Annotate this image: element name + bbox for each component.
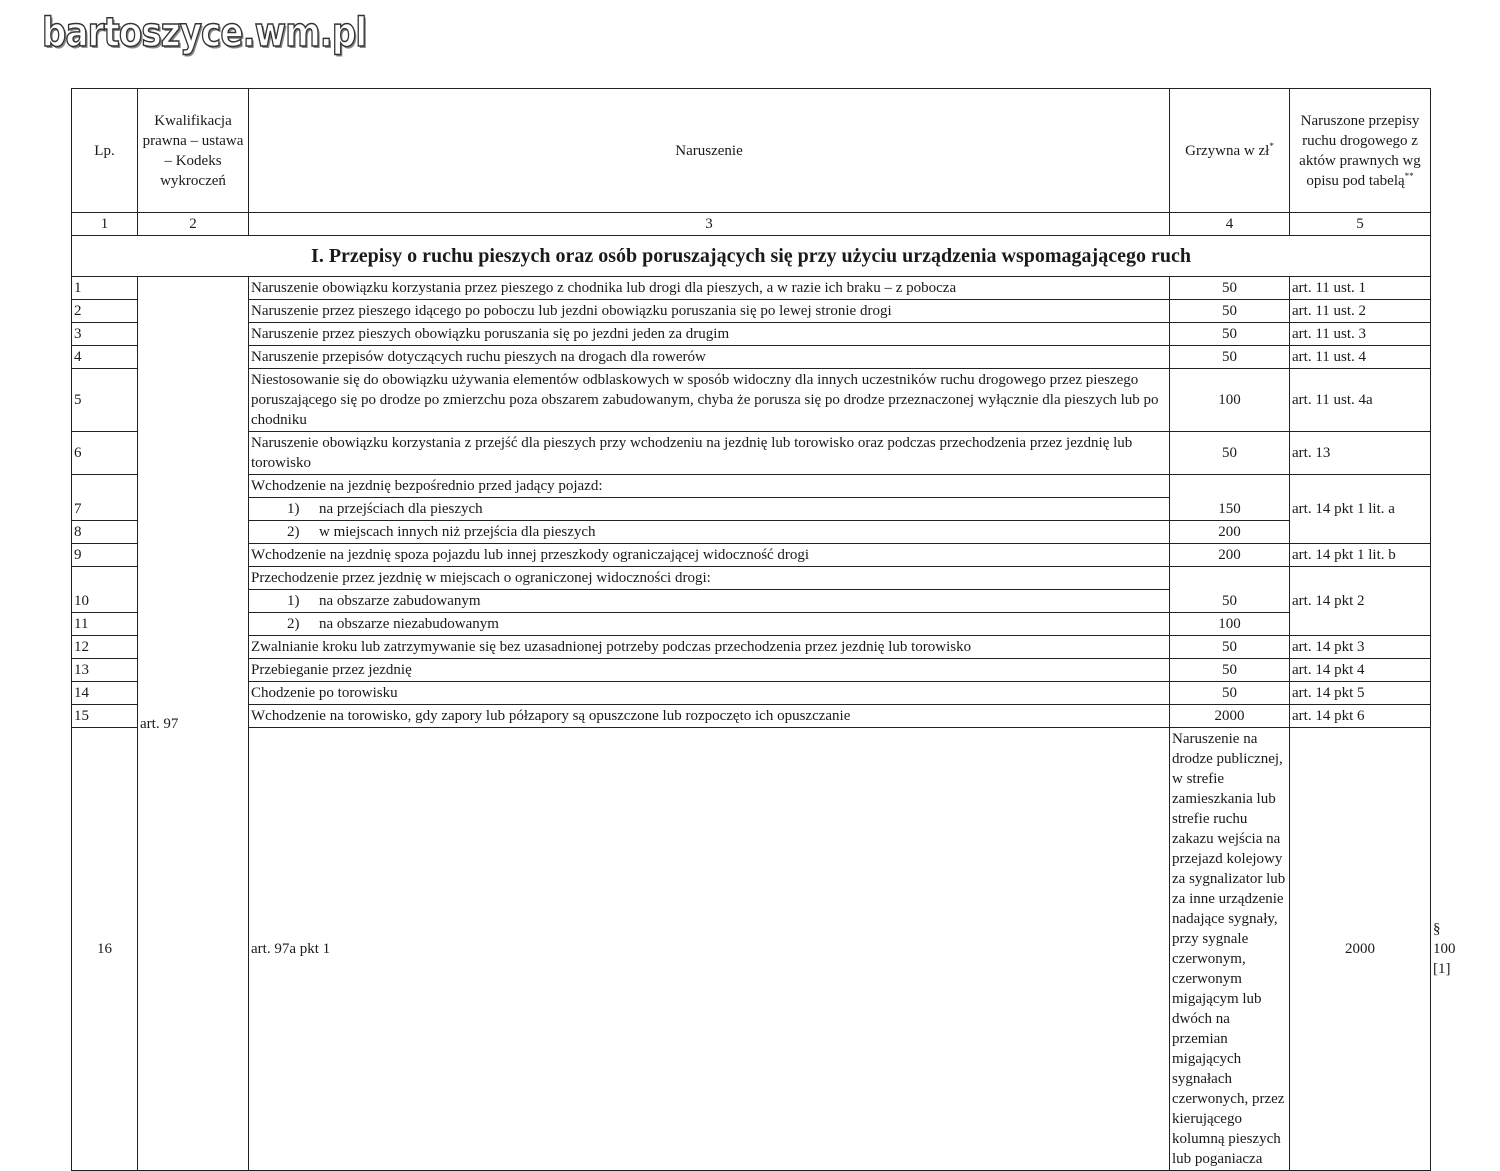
- header-grzywna: [1170, 89, 1290, 213]
- row-lp: 15: [72, 705, 138, 728]
- row-ref: art. 14 pkt 6: [1290, 705, 1431, 728]
- table-row: [72, 277, 1431, 300]
- table-row: [72, 705, 1431, 728]
- row-text: [249, 613, 1170, 636]
- table-row: [72, 659, 1431, 682]
- header-kwalifikacja: Kwalifikacja prawna – ustawa – Kodeks wykroczeń: [138, 89, 249, 213]
- row-text: [249, 590, 1170, 613]
- item-number: 2): [287, 524, 300, 540]
- row-text: Naruszenie przez pieszego idącego po poboczu lub jezdni obowiązku poruszania się po lewej stronie drogi: [249, 300, 1170, 323]
- row-text: Wchodzenie na jezdnię spoza pojazdu lub innej przeszkody ograniczającej widoczność drogi: [249, 544, 1170, 567]
- item-number: 1): [287, 501, 300, 517]
- group-intro-row: [72, 475, 1431, 498]
- row-fine: 50: [1170, 636, 1290, 659]
- row-ref: art. 11 ust. 1: [1290, 277, 1431, 300]
- row-fine: 100: [1170, 613, 1290, 636]
- header-grzywna-footnote: *: [1269, 140, 1274, 151]
- table-row: 16 art. 97a pkt 1 Naruszenie na drodze publicznej, w strefie zamieszkania lub strefie ruchu zakazu wejścia na przejazd kolejowy za sygnalizator lub za inne urządzenie nadające sygnały, przy sygnale czerwonym, czerwonym migającym lub dwóch na przemian migających sygnałach czerwonych, przez kierującego kolumną pieszych lub poganiacza 2000 § 100 [1]: [72, 728, 1431, 1171]
- row-lp: 5: [72, 369, 138, 432]
- row-lp: 14: [72, 682, 138, 705]
- table-row: [72, 432, 1431, 475]
- row-lp: 3: [72, 323, 138, 346]
- row-fine: 50: [1170, 323, 1290, 346]
- table-row: [72, 323, 1431, 346]
- row-fine: 50: [1170, 659, 1290, 682]
- item-text: na obszarze zabudowanym: [319, 593, 481, 609]
- table-row: [72, 369, 1431, 432]
- item-text: na przejściach dla pieszych: [319, 501, 483, 517]
- row-text: Chodzenie po torowisku: [249, 682, 1170, 705]
- column-number-row: [72, 213, 1431, 236]
- row-text: Naruszenie obowiązku korzystania z przejść dla pieszych przy wchodzeniu na jezdnię lub torowisko oraz podczas przechodzenia przez jezdnię lub torowisko: [249, 432, 1170, 475]
- row-lp: 4: [72, 346, 138, 369]
- row-lp: 10: [72, 567, 138, 613]
- table-row: [72, 544, 1431, 567]
- column-number: 3: [249, 213, 1170, 236]
- row-fine: 50: [1170, 277, 1290, 300]
- row-ref: art. 14 pkt 1 lit. a: [1290, 475, 1431, 544]
- table-row: [72, 346, 1431, 369]
- column-number: 4: [1170, 213, 1290, 236]
- table-row: [72, 613, 1431, 636]
- header-row: [72, 89, 1431, 213]
- row-fine: 200: [1170, 544, 1290, 567]
- row-ref: art. 13: [1290, 432, 1431, 475]
- row-ref: art. 14 pkt 4: [1290, 659, 1431, 682]
- row-lp: 1: [72, 277, 138, 300]
- table-row: [72, 636, 1431, 659]
- row-fine: 50: [1170, 682, 1290, 705]
- row-fine: 2000: [1290, 728, 1431, 1171]
- item-number: 1): [287, 593, 300, 609]
- row-text: Niestosowanie się do obowiązku używania elementów odblaskowych w sposób widoczny dla innych uczestników ruchu drogowego przez pieszego poruszającego się po drodze po zmierzchu poza obszarem zabudowanym, chyba że porusza się po drodze przeznaczonej wyłącznie dla pieszych lub po chodniku: [249, 369, 1170, 432]
- group-intro-text: Wchodzenie na jezdnię bezpośrednio przed jadący pojazd:: [249, 475, 1170, 498]
- row-lp: 6: [72, 432, 138, 475]
- row-text: Naruszenie przez pieszych obowiązku poruszania się po jezdni jeden za drugim: [249, 323, 1170, 346]
- row-fine: 50: [1170, 346, 1290, 369]
- column-number: 1: [72, 213, 138, 236]
- header-przepisy: [1290, 89, 1431, 213]
- row-fine: 200: [1170, 521, 1290, 544]
- column-number: 2: [138, 213, 249, 236]
- row-ref: art. 14 pkt 2: [1290, 567, 1431, 636]
- row-ref: art. 11 ust. 2: [1290, 300, 1431, 323]
- row-text: Przebieganie przez jezdnię: [249, 659, 1170, 682]
- row-text: Naruszenie na drodze publicznej, w strefie zamieszkania lub strefie ruchu zakazu wejścia na przejazd kolejowy za sygnalizator lub za inne urządzenie nadające sygnały, przy sygnale czerwonym, czerwonym migającym lub dwóch na przemian migających sygnałach czerwonych, przez kierującego kolumną pieszych lub poganiacza: [1170, 728, 1290, 1171]
- site-watermark: bartoszyce.wm.pl: [42, 10, 367, 56]
- kwalifikacja-cell: art. 97: [138, 277, 249, 1171]
- row-fine: 50: [1170, 432, 1290, 475]
- row-lp: 8: [72, 521, 138, 544]
- row-ref: art. 11 ust. 4: [1290, 346, 1431, 369]
- header-przepisy-footnote: **: [1404, 170, 1414, 181]
- row-fine: 150: [1170, 475, 1290, 521]
- row-lp: 12: [72, 636, 138, 659]
- item-number: 2): [287, 616, 300, 632]
- group-intro-text: Przechodzenie przez jezdnię w miejscach o ograniczonej widoczności drogi:: [249, 567, 1170, 590]
- row-fine: 50: [1170, 300, 1290, 323]
- header-grzywna-label: Grzywna w zł: [1185, 142, 1270, 159]
- row-ref: art. 14 pkt 5: [1290, 682, 1431, 705]
- row-text: [249, 521, 1170, 544]
- table-row: [72, 300, 1431, 323]
- header-naruszenie: Naruszenie: [249, 89, 1170, 213]
- item-text: na obszarze niezabudowanym: [319, 616, 499, 632]
- row-ref: art. 14 pkt 3: [1290, 636, 1431, 659]
- table-row: [72, 682, 1431, 705]
- section-title-row: [72, 236, 1431, 277]
- group-intro-row: [72, 567, 1431, 590]
- row-lp: 2: [72, 300, 138, 323]
- row-kwalifikacja: art. 97a pkt 1: [249, 728, 1170, 1171]
- row-text: [249, 498, 1170, 521]
- row-text: Naruszenie obowiązku korzystania przez pieszego z chodnika lub drogi dla pieszych, a w razie ich braku – z pobocza: [249, 277, 1170, 300]
- table-row: [72, 521, 1431, 544]
- row-ref: art. 14 pkt 1 lit. b: [1290, 544, 1431, 567]
- row-lp: 11: [72, 613, 138, 636]
- row-fine: 50: [1170, 567, 1290, 613]
- item-text: w miejscach innych niż przejścia dla pieszych: [319, 524, 596, 540]
- section-title: I. Przepisy o ruchu pieszych oraz osób poruszających się przy użyciu urządzenia wspomagającego ruch: [72, 236, 1431, 277]
- header-przepisy-label: Naruszone przepisy ruchu drogowego z aktów prawnych wg opisu pod tabelą: [1299, 112, 1421, 189]
- row-fine: 2000: [1170, 705, 1290, 728]
- row-text: Wchodzenie na torowisko, gdy zapory lub półzapory są opuszczone lub rozpoczęto ich opuszczanie: [249, 705, 1170, 728]
- row-fine: 100: [1170, 369, 1290, 432]
- row-lp: 13: [72, 659, 138, 682]
- row-lp: 7: [72, 475, 138, 521]
- header-lp: Lp.: [72, 89, 138, 213]
- row-ref: art. 11 ust. 4a: [1290, 369, 1431, 432]
- row-text: Naruszenie przepisów dotyczących ruchu pieszych na drogach dla rowerów: [249, 346, 1170, 369]
- column-number: 5: [1290, 213, 1431, 236]
- row-lp: 9: [72, 544, 138, 567]
- fines-table: [71, 88, 1456, 1171]
- row-text: Zwalnianie kroku lub zatrzymywanie się bez uzasadnionej potrzeby podczas przechodzenia przez jezdnię lub torowisko: [249, 636, 1170, 659]
- row-lp: 16: [72, 728, 138, 1171]
- row-ref: art. 11 ust. 3: [1290, 323, 1431, 346]
